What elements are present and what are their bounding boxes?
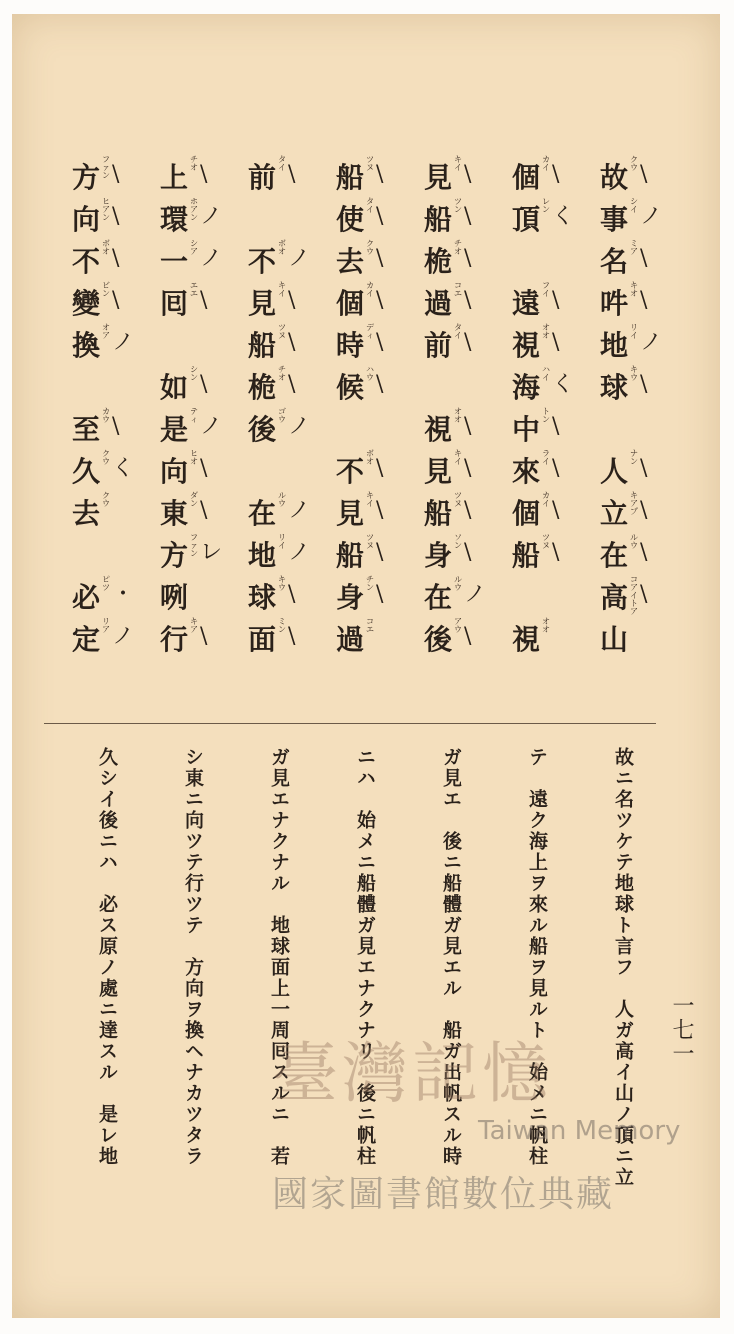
tone-mark: \ bbox=[464, 540, 472, 565]
character: 過 bbox=[336, 623, 365, 656]
character: 視 bbox=[424, 413, 453, 446]
character: 過 bbox=[424, 287, 453, 320]
tone-mark: ノ bbox=[640, 204, 663, 229]
tone-mark: \ bbox=[376, 498, 384, 523]
character: 換 bbox=[72, 329, 101, 362]
character: 至 bbox=[72, 413, 101, 446]
character: 久 bbox=[72, 455, 101, 488]
tone-mark: ノ bbox=[640, 330, 663, 355]
character: 見 bbox=[424, 161, 453, 194]
tone-mark: \ bbox=[464, 624, 472, 649]
tone-mark: \ bbox=[464, 204, 472, 229]
tone-mark: レ bbox=[200, 540, 223, 565]
character: 個 bbox=[512, 161, 541, 194]
tone-mark: ノ bbox=[200, 246, 223, 271]
text-column bbox=[336, 155, 386, 692]
character: 船 bbox=[424, 497, 453, 530]
character: 船 bbox=[248, 329, 277, 362]
tone-mark: \ bbox=[288, 162, 296, 187]
tone-mark: \ bbox=[464, 288, 472, 313]
character: 名 bbox=[600, 245, 629, 278]
character: 桅 bbox=[248, 371, 277, 404]
ruby-reading: カウ bbox=[102, 407, 110, 424]
ruby-reading: ファン bbox=[102, 155, 110, 180]
ruby-reading: ツン bbox=[454, 197, 462, 214]
tone-mark: \ bbox=[376, 330, 384, 355]
character: 如 bbox=[160, 371, 189, 404]
glyph-cell bbox=[512, 197, 575, 260]
ruby-reading: エエ bbox=[190, 281, 198, 298]
ruby-reading: カイ bbox=[542, 491, 550, 508]
ruby-reading: ヒアン bbox=[102, 197, 110, 222]
tone-mark: く bbox=[552, 372, 575, 397]
tone-mark: ノ bbox=[288, 246, 311, 271]
ruby-reading: シア bbox=[190, 239, 198, 256]
character: 後 bbox=[248, 413, 277, 446]
ruby-reading: キイ bbox=[366, 491, 374, 508]
tone-mark: \ bbox=[376, 540, 384, 565]
character: 向 bbox=[72, 203, 101, 236]
character: 不 bbox=[248, 245, 277, 278]
tone-mark: \ bbox=[200, 162, 208, 187]
character: 使 bbox=[336, 203, 365, 236]
ruby-reading: キウ bbox=[278, 575, 286, 592]
glyph-cell bbox=[512, 533, 562, 596]
tone-mark: \ bbox=[640, 498, 648, 523]
glyph-cell bbox=[600, 365, 650, 428]
ruby-reading: カイ bbox=[366, 281, 374, 298]
ruby-reading: ボオ bbox=[278, 239, 286, 256]
ruby-reading: ピツ bbox=[102, 575, 110, 592]
tone-mark: \ bbox=[288, 372, 296, 397]
tone-mark: \ bbox=[464, 246, 472, 271]
tone-mark: \ bbox=[552, 330, 560, 355]
tone-mark: ノ bbox=[200, 414, 223, 439]
ruby-reading: ヒオ bbox=[190, 449, 198, 466]
character: 見 bbox=[424, 455, 453, 488]
ruby-reading: ボオ bbox=[366, 449, 374, 466]
ruby-reading: リイ bbox=[630, 323, 638, 340]
character: 在 bbox=[424, 581, 453, 614]
character: 行 bbox=[160, 623, 189, 656]
glyph-cell bbox=[336, 365, 386, 428]
character: 去 bbox=[72, 497, 101, 530]
text-column bbox=[424, 155, 487, 692]
translation-column: 故ニ名ツケテ地球ト言フ 人ガ高イ山ノ頂ニ立 bbox=[612, 747, 634, 1188]
ruby-reading: ライ bbox=[542, 449, 550, 466]
ruby-reading: キウ bbox=[630, 365, 638, 382]
ruby-reading: ティ bbox=[190, 407, 198, 424]
character: 咧 bbox=[160, 581, 189, 614]
ruby-reading: ハウ bbox=[366, 365, 374, 382]
ruby-reading: ゴウ bbox=[278, 407, 286, 424]
ruby-reading: タイ bbox=[278, 155, 286, 172]
character: 前 bbox=[424, 329, 453, 362]
character: 遠 bbox=[512, 287, 541, 320]
character: 定 bbox=[72, 623, 101, 656]
glyph-cell bbox=[160, 617, 210, 680]
ruby-reading: ツヌ bbox=[366, 533, 374, 550]
glyph-cell bbox=[72, 491, 122, 554]
watermark-chinese: 臺灣記憶 bbox=[272, 1035, 552, 1112]
character: 船 bbox=[512, 539, 541, 572]
glyph-cell bbox=[160, 281, 210, 344]
watermark-library: 國家圖書館數位典藏 bbox=[272, 1174, 615, 1215]
character: 前 bbox=[248, 161, 277, 194]
tone-mark: \ bbox=[376, 246, 384, 271]
ruby-reading: ダン bbox=[190, 491, 198, 508]
tone-mark: ノ bbox=[288, 414, 311, 439]
glyph-cell bbox=[72, 323, 135, 386]
section-divider bbox=[44, 723, 656, 724]
translation-column: ガ見エ 後ニ船體ガ見エル 船ガ出帆スル時 bbox=[440, 747, 462, 1167]
character: 必 bbox=[72, 581, 101, 614]
ruby-reading: オオ bbox=[542, 617, 550, 634]
glyph-cell bbox=[248, 407, 311, 470]
tone-mark: \ bbox=[640, 162, 648, 187]
tone-mark: く bbox=[552, 204, 575, 229]
tone-mark: \ bbox=[200, 456, 208, 481]
text-column bbox=[600, 155, 663, 692]
ruby-reading: クウ bbox=[102, 491, 110, 508]
text-column bbox=[248, 155, 311, 692]
ruby-reading: オア bbox=[102, 323, 110, 340]
character: 不 bbox=[336, 455, 365, 488]
ruby-reading: カイ bbox=[542, 155, 550, 172]
tone-mark: \ bbox=[112, 288, 120, 313]
translation-column: シ東ニ向ツテ行ツテ 方向ヲ換ヘナカツタラ bbox=[182, 747, 204, 1167]
character: 人 bbox=[600, 455, 629, 488]
character: 地 bbox=[248, 539, 277, 572]
glyph-cell bbox=[512, 617, 562, 680]
glyph-cell bbox=[72, 617, 135, 680]
tone-mark: ノ bbox=[112, 624, 135, 649]
ruby-reading: タイ bbox=[366, 197, 374, 214]
tone-mark: \ bbox=[376, 372, 384, 397]
ruby-reading: オオ bbox=[542, 323, 550, 340]
tone-mark: \ bbox=[112, 204, 120, 229]
character: 向 bbox=[160, 455, 189, 488]
tone-mark: ノ bbox=[288, 498, 311, 523]
character: 一 bbox=[160, 245, 189, 278]
ruby-reading: リイ bbox=[278, 533, 286, 550]
ruby-reading: キイ bbox=[454, 155, 462, 172]
character: 身 bbox=[424, 539, 453, 572]
character: 時 bbox=[336, 329, 365, 362]
ruby-reading: ボオ bbox=[102, 239, 110, 256]
character: 個 bbox=[336, 287, 365, 320]
text-column bbox=[512, 155, 575, 692]
tone-mark: \ bbox=[288, 288, 296, 313]
tone-mark: \ bbox=[464, 456, 472, 481]
ruby-reading: コエ bbox=[454, 281, 462, 298]
ruby-reading: チン bbox=[366, 575, 374, 592]
tone-mark: ノ bbox=[464, 582, 487, 607]
ruby-reading: ミア bbox=[630, 239, 638, 256]
character: 球 bbox=[248, 581, 277, 614]
character: 船 bbox=[336, 161, 365, 194]
phonetic-text-block bbox=[50, 155, 666, 692]
tone-mark: \ bbox=[376, 204, 384, 229]
character: 環 bbox=[160, 203, 189, 236]
tone-mark: \ bbox=[640, 372, 648, 397]
tone-mark: \ bbox=[464, 162, 472, 187]
tone-mark: \ bbox=[464, 414, 472, 439]
text-column bbox=[72, 155, 135, 692]
ruby-reading: アウ bbox=[454, 617, 462, 634]
ruby-reading: ツヌ bbox=[542, 533, 550, 550]
character: 候 bbox=[336, 371, 365, 404]
tone-mark: ノ bbox=[288, 540, 311, 565]
tone-mark: \ bbox=[552, 540, 560, 565]
ruby-reading: キイ bbox=[454, 449, 462, 466]
character: 是 bbox=[160, 413, 189, 446]
ruby-reading: レン bbox=[542, 197, 550, 214]
ruby-reading: キオ bbox=[630, 281, 638, 298]
ruby-reading: ツヌ bbox=[454, 491, 462, 508]
ruby-reading: ツヌ bbox=[366, 155, 374, 172]
tone-mark: \ bbox=[112, 162, 120, 187]
ruby-reading: ホアン bbox=[190, 197, 198, 222]
tone-mark: ・ bbox=[112, 582, 135, 607]
tone-mark: \ bbox=[464, 330, 472, 355]
tone-mark: \ bbox=[200, 372, 208, 397]
character: 船 bbox=[424, 203, 453, 236]
ruby-reading: ハイ bbox=[542, 365, 550, 382]
glyph-cell bbox=[248, 617, 298, 680]
ruby-reading: ファン bbox=[190, 533, 198, 558]
character: 海 bbox=[512, 371, 541, 404]
character: 在 bbox=[248, 497, 277, 530]
tone-mark: \ bbox=[112, 246, 120, 271]
watermark-english: Taiwan Memory bbox=[478, 1116, 681, 1146]
character: 見 bbox=[248, 287, 277, 320]
tone-mark: \ bbox=[376, 582, 384, 607]
character: 面 bbox=[248, 623, 277, 656]
text-column bbox=[160, 155, 223, 692]
character: 視 bbox=[512, 623, 541, 656]
character: 在 bbox=[600, 539, 629, 572]
ruby-reading: コアイトア bbox=[630, 575, 638, 616]
character: 吽 bbox=[600, 287, 629, 320]
tone-mark: ノ bbox=[200, 204, 223, 229]
ruby-reading: タイ bbox=[454, 323, 462, 340]
ruby-reading: ツヌ bbox=[278, 323, 286, 340]
character: 立 bbox=[600, 497, 629, 530]
tone-mark: \ bbox=[640, 540, 648, 565]
tone-mark: \ bbox=[112, 414, 120, 439]
character: 視 bbox=[512, 329, 541, 362]
character: 囘 bbox=[160, 287, 189, 320]
glyph-cell bbox=[424, 617, 474, 680]
ruby-reading: キア bbox=[190, 617, 198, 634]
ruby-reading: トン bbox=[542, 407, 550, 424]
tone-mark: \ bbox=[552, 456, 560, 481]
tone-mark: \ bbox=[200, 288, 208, 313]
character: 變 bbox=[72, 287, 101, 320]
character: 中 bbox=[512, 413, 541, 446]
character: 個 bbox=[512, 497, 541, 530]
translation-column: テ 遠ク海上ヲ來ル船ヲ見ルト 始メニ帆柱 bbox=[526, 747, 548, 1167]
tone-mark: \ bbox=[376, 288, 384, 313]
page-number: 一七一 bbox=[669, 994, 694, 1066]
character: 後 bbox=[424, 623, 453, 656]
glyph-cell bbox=[248, 155, 298, 218]
character: 見 bbox=[336, 497, 365, 530]
character: 高 bbox=[600, 581, 629, 614]
character: 身 bbox=[336, 581, 365, 614]
tone-mark: \ bbox=[640, 246, 648, 271]
tone-mark: \ bbox=[640, 456, 648, 481]
character: 頂 bbox=[512, 203, 541, 236]
glyph-cell bbox=[600, 624, 650, 680]
ruby-reading: ソン bbox=[454, 533, 462, 550]
character: 地 bbox=[600, 329, 629, 362]
ruby-reading: コエ bbox=[366, 617, 374, 634]
tone-mark: く bbox=[112, 456, 135, 481]
ruby-reading: リア bbox=[102, 617, 110, 634]
ruby-reading: チオ bbox=[454, 239, 462, 256]
translation-column: ニハ 始メニ船體ガ見エナクナリ 後ニ帆柱 bbox=[354, 747, 376, 1167]
ruby-reading: ミン bbox=[278, 617, 286, 634]
tone-mark: \ bbox=[200, 498, 208, 523]
tone-mark: \ bbox=[552, 498, 560, 523]
character: 方 bbox=[160, 539, 189, 572]
ruby-reading: シン bbox=[190, 365, 198, 382]
tone-mark: \ bbox=[288, 330, 296, 355]
character: 去 bbox=[336, 245, 365, 278]
translation-column: 久シイ後ニハ 必ス原ノ處ニ達スル 是レ地 bbox=[96, 747, 118, 1167]
ruby-reading: クウ bbox=[366, 239, 374, 256]
character: 東 bbox=[160, 497, 189, 530]
ruby-reading: フイ bbox=[542, 281, 550, 298]
ruby-reading: キイ bbox=[278, 281, 286, 298]
tone-mark: \ bbox=[640, 582, 648, 607]
translation-column: ガ見エナクナル 地球面上一周囘スルニ 若 bbox=[268, 747, 290, 1167]
ruby-reading: ビン bbox=[102, 281, 110, 298]
tone-mark: \ bbox=[464, 498, 472, 523]
tone-mark: \ bbox=[552, 162, 560, 187]
glyph-cell bbox=[424, 323, 474, 386]
tone-mark: \ bbox=[376, 162, 384, 187]
ruby-reading: ディ bbox=[366, 323, 374, 340]
ruby-reading: シイ bbox=[630, 197, 638, 214]
ruby-reading: オオ bbox=[454, 407, 462, 424]
ruby-reading: ルウ bbox=[278, 491, 286, 508]
tone-mark: \ bbox=[640, 288, 648, 313]
character: 方 bbox=[72, 161, 101, 194]
ruby-reading: キアプ bbox=[630, 491, 638, 516]
character: 球 bbox=[600, 371, 629, 404]
character: 桅 bbox=[424, 245, 453, 278]
tone-mark: \ bbox=[200, 624, 208, 649]
tone-mark: ノ bbox=[112, 330, 135, 355]
tone-mark: \ bbox=[288, 624, 296, 649]
tone-mark: \ bbox=[552, 414, 560, 439]
character: 來 bbox=[512, 455, 541, 488]
ruby-reading: クウ bbox=[630, 155, 638, 172]
character: 不 bbox=[72, 245, 101, 278]
ruby-reading: ルウ bbox=[454, 575, 462, 592]
ruby-reading: ルウ bbox=[630, 533, 638, 550]
character: 船 bbox=[336, 539, 365, 572]
ruby-reading: クウ bbox=[102, 449, 110, 466]
character: 事 bbox=[600, 203, 629, 236]
ruby-reading: ナン bbox=[630, 449, 638, 466]
tone-mark: \ bbox=[376, 456, 384, 481]
character: 上 bbox=[160, 161, 189, 194]
glyph-cell bbox=[336, 617, 386, 680]
tone-mark: \ bbox=[288, 582, 296, 607]
ruby-reading: チオ bbox=[278, 365, 286, 382]
ruby-reading: チオ bbox=[190, 155, 198, 172]
character: 故 bbox=[600, 161, 629, 194]
tone-mark: \ bbox=[552, 288, 560, 313]
character: 山 bbox=[600, 623, 629, 656]
